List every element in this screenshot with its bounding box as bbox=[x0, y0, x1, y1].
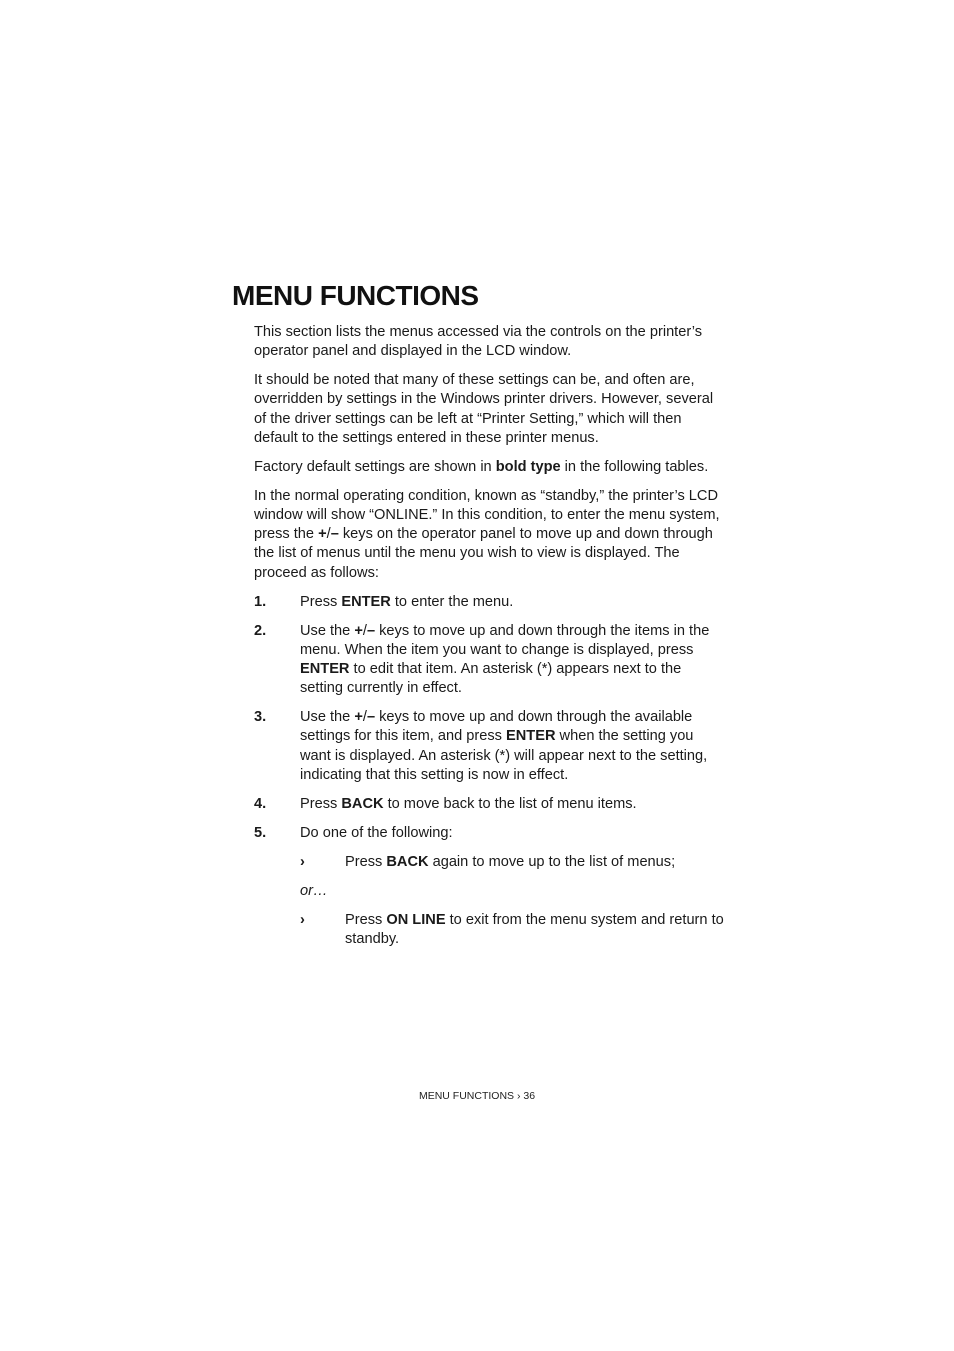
slash: / bbox=[362, 622, 367, 639]
page-title: MENU FUNCTIONS bbox=[232, 280, 479, 311]
step-text: Press bbox=[300, 593, 342, 610]
online-key: ON LINE bbox=[386, 911, 446, 928]
back-key: BACK bbox=[341, 795, 384, 812]
minus-key: – bbox=[366, 709, 376, 726]
intro-paragraph-4 bbox=[254, 487, 726, 583]
main-content bbox=[254, 323, 726, 959]
minus-key: – bbox=[330, 526, 339, 543]
intro-paragraph-1: This section lists the menus accessed via the controls on the printer’s operator panel and displayed in the LCD window. bbox=[254, 324, 703, 360]
intro-paragraph-2: It should be noted that many of these settings can be, and often are, overridden by settings in the Windows printer drivers. However, several of the driver settings can be left at “Printer Setting,” which will then default to the settings entered in these printer menus. bbox=[254, 372, 714, 446]
bold-type-example: bold type bbox=[495, 458, 561, 475]
enter-key: ENTER bbox=[506, 728, 556, 745]
slash: / bbox=[362, 709, 367, 726]
option-text: to exit from the menu system and return to standby. bbox=[345, 911, 724, 948]
slash: / bbox=[326, 526, 331, 543]
step-number: 4. bbox=[254, 795, 267, 812]
step-text: Press bbox=[300, 795, 342, 812]
step-text: keys to move up and down through the items in the menu. When the item you want to change is displayed, press bbox=[300, 622, 710, 658]
intro-p3-after: in the following tables. bbox=[560, 458, 709, 475]
step-number: 5. bbox=[254, 824, 267, 841]
step-text: to edit that item. An asterisk (*) appears next to the setting currently in effect. bbox=[300, 661, 682, 697]
option-text: Press bbox=[345, 911, 387, 928]
step-text: keys to move up and down through the available settings for this item, and press bbox=[300, 709, 693, 745]
step-item-5 bbox=[254, 824, 726, 843]
step-number: 2. bbox=[254, 622, 267, 639]
step-text: Do one of the following: bbox=[300, 824, 453, 841]
intro-p4-a: In the normal operating condition, known as “standby,” the printer’s LCD window will show “ONLINE.” In this condition, to enter the menu system, press the bbox=[254, 487, 720, 543]
option-back bbox=[300, 853, 726, 872]
option-online bbox=[300, 911, 726, 949]
option-text: Press bbox=[345, 853, 387, 870]
intro-paragraph-3 bbox=[254, 458, 726, 477]
step-number: 1. bbox=[254, 593, 267, 610]
chevron-right-icon: › bbox=[300, 911, 305, 928]
step-number: 3. bbox=[254, 709, 267, 726]
step-text: to enter the menu. bbox=[390, 593, 514, 610]
enter-key: ENTER bbox=[300, 661, 350, 678]
steps-list bbox=[254, 593, 726, 843]
step-text: when the setting you want is displayed. An asterisk (*) will appear next to the setting, indicating that this setting is now in effect. bbox=[300, 728, 708, 783]
step-text: Use the bbox=[300, 709, 355, 726]
step-item-2 bbox=[254, 622, 726, 699]
or-separator: or… bbox=[300, 882, 328, 899]
intro-p4-b: keys on the operator panel to move up and down through the list of menus until the menu you wish to view is displayed. The proceed as follows: bbox=[254, 526, 713, 581]
plus-key: + bbox=[354, 622, 363, 639]
intro-p3-before: Factory default settings are shown in bbox=[254, 458, 496, 475]
back-key: BACK bbox=[386, 853, 429, 870]
page-footer: MENU FUNCTIONS › 36 bbox=[418, 1090, 536, 1102]
plus-key: + bbox=[318, 526, 327, 543]
step-text: to move back to the list of menu items. bbox=[383, 795, 637, 812]
option-text: again to move up to the list of menus; bbox=[428, 853, 676, 870]
step-item-3 bbox=[254, 708, 726, 785]
step-5-options bbox=[300, 853, 726, 949]
plus-key: + bbox=[354, 709, 363, 726]
minus-key: – bbox=[366, 622, 376, 639]
step-item-1 bbox=[254, 593, 726, 612]
enter-key: ENTER bbox=[341, 593, 391, 610]
step-text: Use the bbox=[300, 622, 355, 639]
step-item-4 bbox=[254, 795, 726, 814]
chevron-right-icon: › bbox=[300, 853, 305, 870]
